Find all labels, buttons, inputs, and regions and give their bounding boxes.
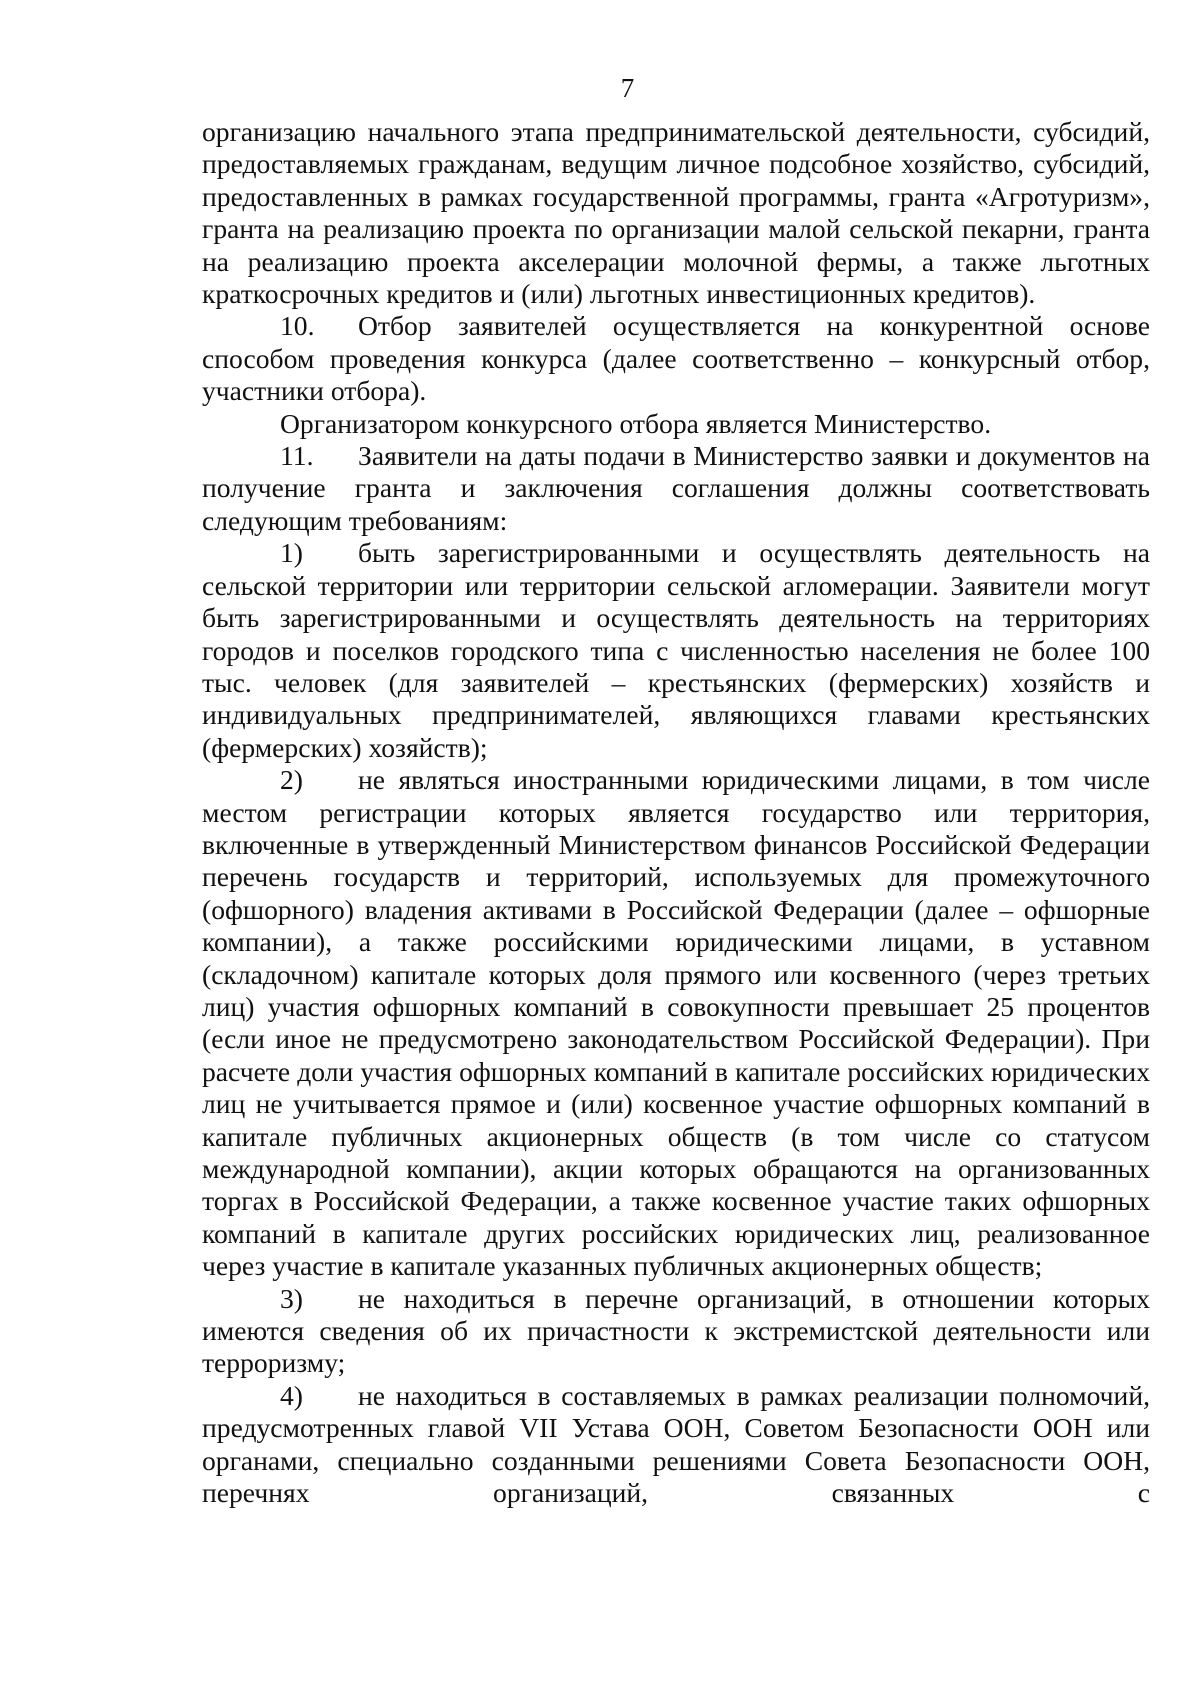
paragraph-number: 11.	[280, 440, 314, 472]
paragraph-11	[202, 440, 1150, 537]
requirement-item-4	[202, 1380, 1150, 1510]
paragraph-number: 10.	[280, 310, 315, 342]
item-text: не являться иностранными юридическими лицами, в том числе местом регистрации которых является государство или территория, включенные в утвержденный Министерством финансов Российской Федерации перечень государств и территорий, используемых для промежуточного (офшорного) владения активами в Российской Федерации (далее – офшорные компании), а также российскими юридическими лицами, в уставном (складочном) капитале которых доля прямого или косвенного (через третьих лиц) участия офшорных компаний в совокупности превышает 25 процентов (если иное не предусмотрено законодательством Российской Федерации). При расчете доли участия офшорных компаний в капитале российских юридических лиц не учитывается прямое и (или) косвенное участие офшорных компаний в капитале публичных акционерных обществ (в том числе со статусом международной компании), акции которых обращаются на организованных торгах в Российской Федерации, а также косвенное участие таких офшорных компаний в капитале других российских юридических лиц, реализованное через участие в капитале указанных публичных акционерных обществ;	[202, 764, 1150, 1282]
item-text: не находиться в составляемых в рамках реализации полномочий, предусмотренных главой VII Устава ООН, Советом Безопасности ООН или органами, специально созданными решениями Совета Безопасности ООН, перечнях организаций, связанных с	[202, 1379, 1150, 1509]
paragraph-10	[202, 310, 1150, 407]
item-number: 2)	[280, 764, 303, 796]
item-number: 4)	[280, 1379, 303, 1411]
item-number: 1)	[280, 537, 303, 569]
item-number: 3)	[280, 1282, 303, 1314]
paragraph-text: Организатором конкурсного отбора является Министерство.	[280, 407, 992, 439]
paragraph-text: Заявители на даты подачи в Министерство заявки и документов на получение гранта и заключения соглашения должны соответствовать следующим требованиям:	[202, 440, 1150, 536]
item-text: быть зарегистрированными и осуществлять деятельность на сельской территории или территории сельской агломерации. Заявители могут быть зарегистрированными и осуществлять деятельность на территориях городов и поселков городского типа с численностью населения не более 100 тыс. человек (для заявителей – крестьянских (фермерских) хозяйств и индивидуальных предпринимателей, являющихся главами крестьянских (фермерских) хозяйств);	[202, 537, 1150, 763]
page-number: 7	[620, 73, 635, 103]
item-text: не находиться в перечне организаций, в отношении которых имеются сведения об их причастности к экстремистской деятельности или терроризму;	[202, 1282, 1150, 1379]
requirement-item-2	[202, 764, 1150, 1283]
paragraph-continuation	[202, 116, 1150, 310]
paragraph-organizer	[202, 408, 1150, 440]
paragraph-text: Отбор заявителей осуществляется на конкурентной основе способом проведения конкурса (далее соответственно – конкурсный отбор, участники отбора).	[202, 310, 1150, 407]
document-body	[202, 116, 1150, 1509]
paragraph-text: организацию начального этапа предпринимательской деятельности, субсидий, предоставляемых гражданам, ведущим личное подсобное хозяйство, субсидий, предоставленных в рамках государственной программы, гранта «Агротуризм», гранта на реализацию проекта по организации малой сельской пекарни, гранта на реализацию проекта акселерации молочной фермы, а также льготных краткосрочных кредитов и (или) льготных инвестиционных кредитов).	[202, 116, 1150, 310]
requirement-item-3	[202, 1283, 1150, 1380]
requirement-item-1	[202, 537, 1150, 764]
